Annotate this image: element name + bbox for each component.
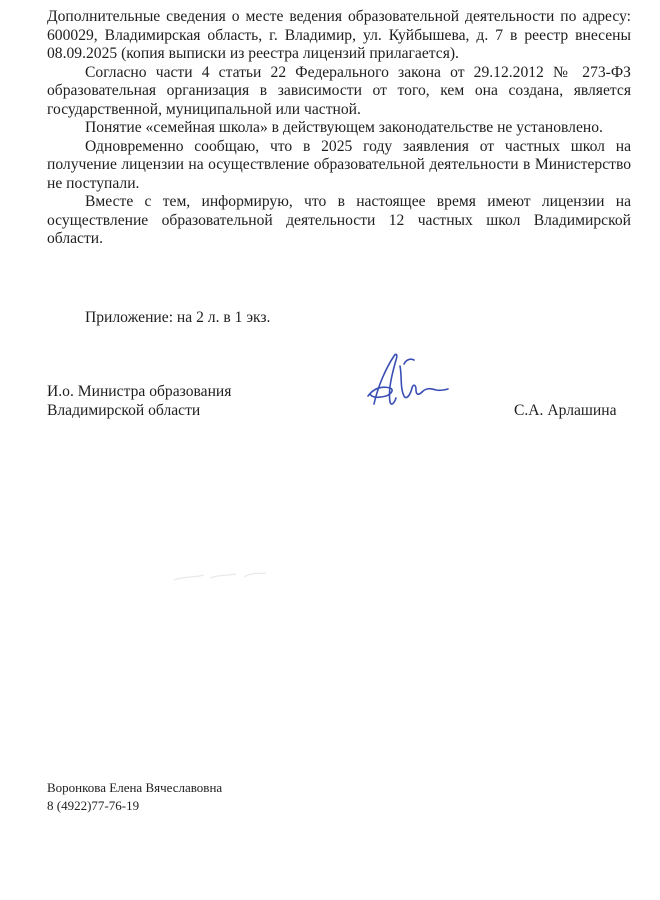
signer-position-line-1: И.о. Министра образования [47,383,232,400]
signer-name: С.А. Арлашина [514,402,617,419]
signer-position-line-2: Владимирской области [47,402,201,419]
paragraph-federal-law: Согласно части 4 статьи 22 Федерального закона от 29.12.2012 № 273-ФЗ образовательная организация в зависимости от того, кем она создана, является государственной, муниципальной или частной. [47,63,631,118]
executor-block [47,779,222,815]
executor-name: Воронкова Елена Вячеславовна [47,780,223,795]
signer-position [47,382,231,420]
appendix-note: Приложение: на 2 л. в 1 экз. [85,309,271,326]
paragraph-family-school: Понятие «семейная школа» в действующем законодательстве не установлено. [85,119,603,136]
faint-stamp-trace [170,560,270,590]
paragraph-no-applications: Одновременно сообщаю, что в 2025 году заявления от частных школ на получение лицензии на осуществление образовательной деятельности в Министерство не поступали. [47,137,631,192]
handwritten-signature [360,346,450,416]
letter-body [47,8,631,249]
paragraph-additional-info: Дополнительные сведения о месте ведения образовательной деятельности по адресу: 600029, Владимирская область, г. Владимир, ул. Куйбышева, д. 7 в реестр внесены 08.09.2025 (копия выписки из реестра лицензий прилагается). [47,8,631,62]
executor-phone: 8 (4922)77-76-19 [47,798,140,813]
paragraph-licensed-schools: Вместе с тем, информирую, что в настоящее время имеют лицензии на осуществление образовательной деятельности 12 частных школ Владимирской области. [47,193,631,247]
